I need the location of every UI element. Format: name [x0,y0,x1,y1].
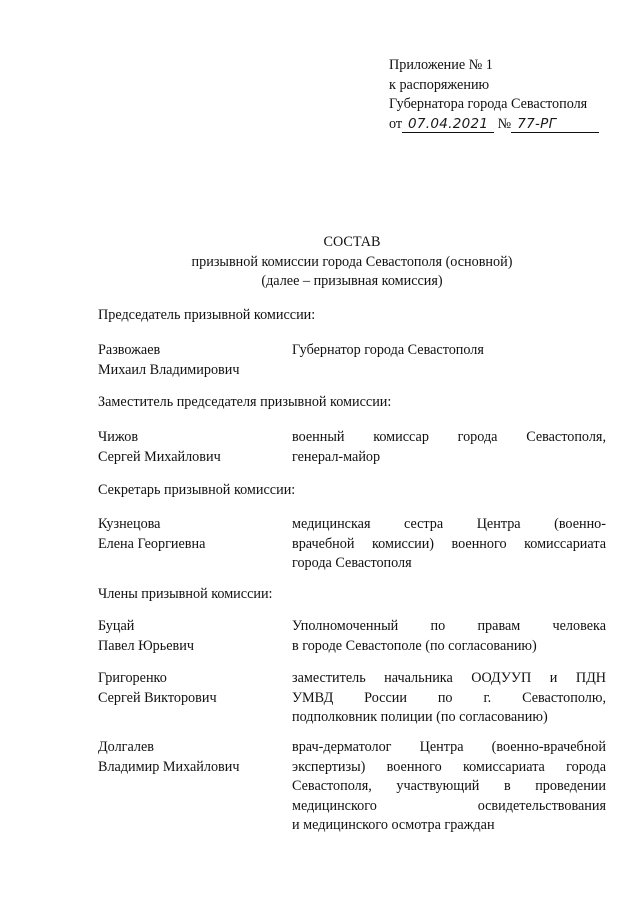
title-heading: СОСТАВ [323,234,381,250]
role-line: Губернатор города Севастополя [292,342,484,358]
person-role [292,738,606,836]
role-line: и медицинского осмотра граждан [292,817,495,833]
date-prefix: от [389,115,403,132]
role-line: Севастополя, участвующий в проведении [292,778,606,794]
handwritten-number: 77-РГ [511,116,599,133]
handwritten-date: 07.04.2021 [402,116,494,133]
section-deputy: Заместитель председателя призывной комиссии: [98,394,392,410]
role-line: заместитель начальника ООДУУП и ПДН [292,670,606,686]
person-role [292,669,606,728]
person-name [98,617,288,656]
role-line: медицинского освидетельствования [292,797,606,814]
section-secretary: Секретарь призывной комиссии: [98,482,296,498]
person-name [98,341,288,380]
role-line: в городе Севастополе (по согласованию) [292,637,537,654]
person-name [98,669,288,708]
person-role [292,617,606,656]
person-surname: Чижов [98,429,139,445]
person-given-names: Павел Юрьевич [98,637,194,654]
role-line: медицинская сестра Центра (военно- [292,516,606,532]
person-surname: Развожаев [98,342,161,358]
role-line: экспертизы) военного комиссариата города [292,758,606,775]
person-surname: Кузнецова [98,516,161,532]
role-line: врачебной комиссии) военного комиссариата [292,535,606,552]
role-line: врач-дерматолог Центра (военно-врачебной [292,739,606,755]
appendix-line: к распоряжению [389,76,490,93]
role-line: города Севастополя [292,555,412,571]
person-name [98,738,288,777]
title-line: (далее – призывная комиссия) [261,273,443,289]
appendix-line: Губернатора города Севастополя [389,96,588,112]
appendix-block [389,56,619,134]
title-line: призывной комиссии города Севастополя (основной) [191,253,513,270]
role-line: генерал-майор [292,448,381,465]
role-line: военный комиссар города Севастополя, [292,429,606,445]
person-name [98,515,288,554]
person-surname: Долгалев [98,739,154,755]
person-role [292,515,606,574]
person-given-names: Елена Георгиевна [98,535,206,552]
person-given-names: Сергей Михайлович [98,448,221,465]
person-name [98,428,288,467]
person-given-names: Владимир Михайлович [98,758,240,775]
role-line: подполковник полиции (по согласованию) [292,709,548,725]
person-given-names: Сергей Викторович [98,689,217,706]
section-members: Члены призывной комиссии: [98,586,273,602]
person-role [292,341,606,361]
number-prefix: № [497,115,512,132]
section-chair: Председатель призывной комиссии: [98,307,316,323]
appendix-date-line [389,115,619,135]
person-given-names: Михаил Владимирович [98,361,240,378]
appendix-line: Приложение № 1 [389,57,493,73]
role-line: УМВД России по г. Севастополю, [292,689,606,706]
person-surname: Буцай [98,618,135,634]
person-role [292,428,606,467]
document-title [100,233,604,292]
role-line: Уполномоченный по правам человека [292,618,606,634]
person-surname: Григоренко [98,670,167,686]
